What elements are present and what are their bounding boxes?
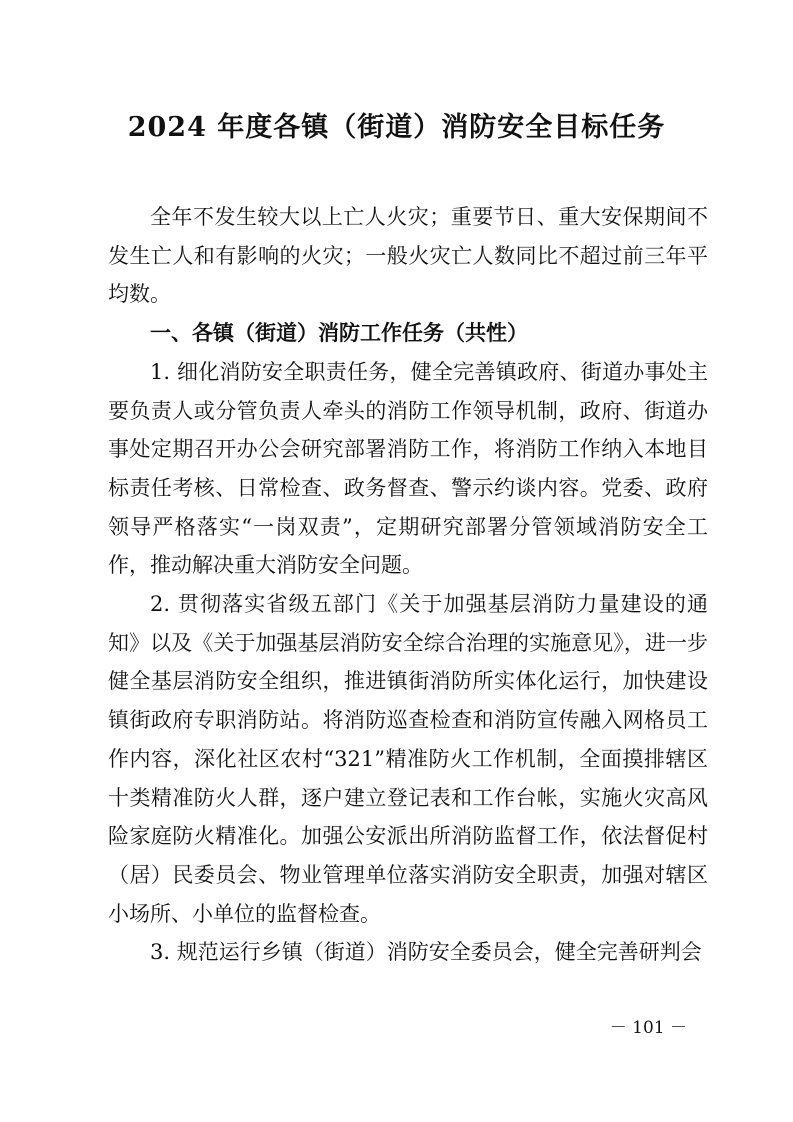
paragraph-item-3: 3. 规范运行乡镇（街道）消防安全委员会，健全完善研判会 <box>150 940 702 965</box>
page-number: － 101 － <box>609 1018 687 1038</box>
document-title: 2024 年度各镇（街道）消防安全目标任务 <box>127 112 666 143</box>
paragraph-item-2: 2. 贯彻落实省级五部门《关于加强基层消防力量建设的通知》以及《关于加强基层消防安全综合治理的实施意见》，进一步健全基层消防安全组织，推进镇街消防所实体化运行，加快建设镇街政府专职消防站。将消防巡查检查和消防宣传融入网格员工作内容，深化社区农村“321”精准防火工作机制，全面摸排辖区十类精准防火人群，逐户建立登记表和工作台帐，实施火灾高风险家庭防火精准化。加强公安派出所消防监督工作，依法督促村（居）民委员会、物业管理单位落实消防安全职责，加强对辖区小场所、小单位的监督检查。 <box>108 592 708 926</box>
document-body <box>108 198 708 972</box>
section-heading: 一、各镇（街道）消防工作任务（共性） <box>150 321 528 346</box>
paragraph-goal: 全年不发生较大以上亡人火灾；重要节日、重大安保期间不发生亡人和有影响的火灾；一般火灾亡人数同比不超过前三年平均数。 <box>108 205 708 307</box>
paragraph-item-1: 1. 细化消防安全职责任务，健全完善镇政府、街道办事处主要负责人或分管负责人牵头的消防工作领导机制，政府、街道办事处定期召开办公会研究部署消防工作，将消防工作纳入本地目标责任考核、日常检查、政务督查、警示约谈内容。党委、政府领导严格落实“一岗双责”，定期研究部署分管领域消防安全工作，推动解决重大消防安全问题。 <box>108 359 708 578</box>
